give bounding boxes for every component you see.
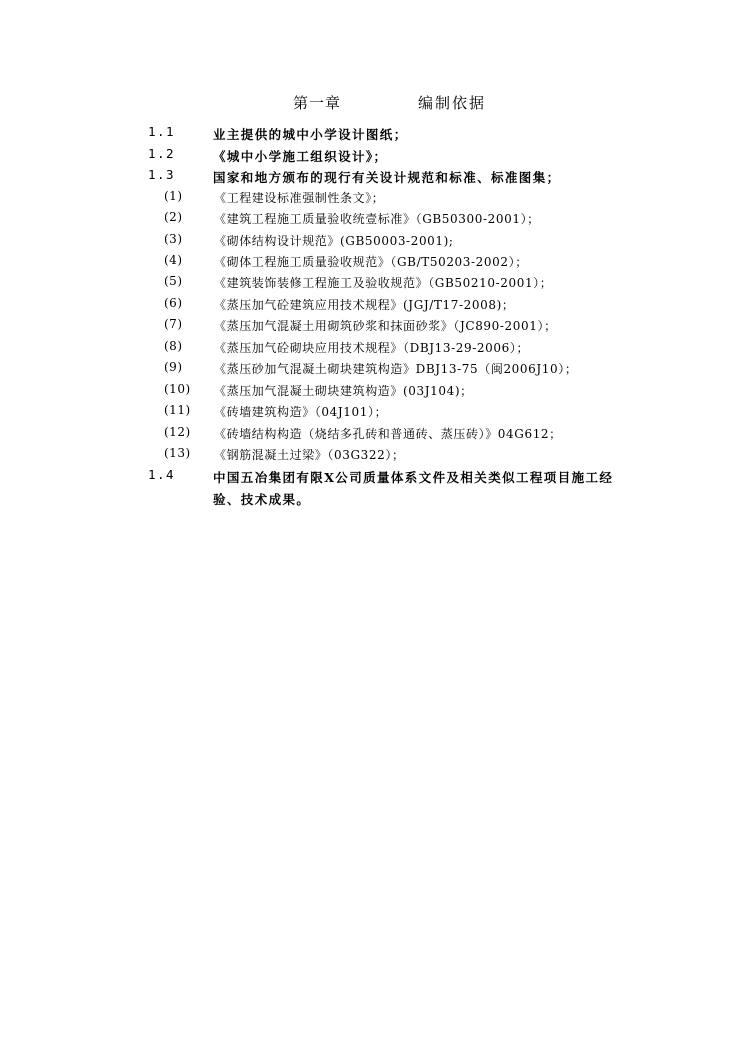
list-item [0, 339, 744, 361]
list-item [0, 274, 744, 296]
section-text: 《城中小学施工组织设计》； [213, 149, 388, 164]
item-text: 《蒸压加气砼砌块应用技术规程》（DBJ13-29-2006）； [214, 341, 530, 355]
section-number: 1.1 [148, 124, 176, 139]
list-item [0, 360, 744, 382]
chapter-title: 编制依据 [418, 94, 487, 112]
section-number: 1.4 [148, 467, 176, 482]
item-number: (12) [164, 425, 191, 439]
item-number: (4) [164, 253, 183, 267]
section-text: 业主提供的城中小学设计图纸； [213, 127, 408, 142]
item-text: 《蒸压加气混凝土砌块建筑构造》(03J104)； [214, 384, 473, 398]
chapter-heading [0, 92, 744, 114]
list-item [0, 382, 744, 404]
list-item [0, 296, 744, 318]
section-1-4 [0, 467, 744, 511]
list-item [0, 403, 744, 425]
item-text: 《砖墙结构构造（烧结多孔砖和普通砖、蒸压砖）》04G612； [214, 427, 562, 441]
item-number: (3) [164, 232, 183, 246]
item-number: (5) [164, 274, 183, 288]
item-text: 《蒸压加气砼建筑应用技术规程》(JGJ/T17-2008)； [214, 298, 515, 312]
list-item [0, 446, 744, 468]
section-text: 中国五冶集团有限X公司质量体系文件及相关类似工程项目施工经验、技术成果。 [213, 470, 614, 507]
section-number: 1.2 [148, 146, 176, 161]
item-number: (13) [164, 446, 191, 460]
list-item [0, 253, 744, 275]
item-number: (8) [164, 339, 183, 353]
item-text: 《建筑工程施工质量验收统壹标准》（GB50300-2001）； [214, 212, 540, 226]
item-text: 《钢筋混凝土过梁》（03G322）； [214, 448, 405, 462]
item-text: 《砌体工程施工质量验收规范》（GB/T50203-2002）； [214, 255, 528, 269]
item-text: 《建筑装饰装修工程施工及验收规范》（GB50210-2001）； [214, 276, 553, 290]
item-number: (6) [164, 296, 183, 310]
section-1-3 [0, 167, 744, 189]
item-text: 《砖墙建筑构造》（04J101）； [214, 405, 388, 419]
list-item [0, 425, 744, 447]
list-item [0, 189, 744, 211]
item-number: (1) [164, 189, 183, 203]
item-text: 《蒸压砂加气混凝土砌块建筑构造》DBJ13-75（闽2006J10）； [214, 362, 578, 376]
section-1-2 [0, 146, 744, 168]
item-number: (9) [164, 360, 183, 374]
item-text: 《工程建设标准强制性条文》； [214, 191, 385, 205]
item-text: 《蒸压加气混凝土用砌筑砂浆和抹面砂浆》（JC890-2001）； [214, 319, 557, 333]
item-number: (7) [164, 317, 183, 331]
section-1-1 [0, 124, 744, 146]
list-item [0, 210, 744, 232]
item-number: (10) [164, 382, 191, 396]
list-item [0, 232, 744, 254]
list-item [0, 317, 744, 339]
item-text: 《砌体结构设计规范》(GB50003-2001); [214, 234, 454, 248]
section-text: 国家和地方颁布的现行有关设计规范和标准、标准图集； [213, 170, 561, 185]
chapter-number: 第一章 [293, 94, 342, 112]
item-number: (11) [164, 403, 191, 417]
item-number: (2) [164, 210, 183, 224]
section-number: 1.3 [148, 167, 176, 182]
